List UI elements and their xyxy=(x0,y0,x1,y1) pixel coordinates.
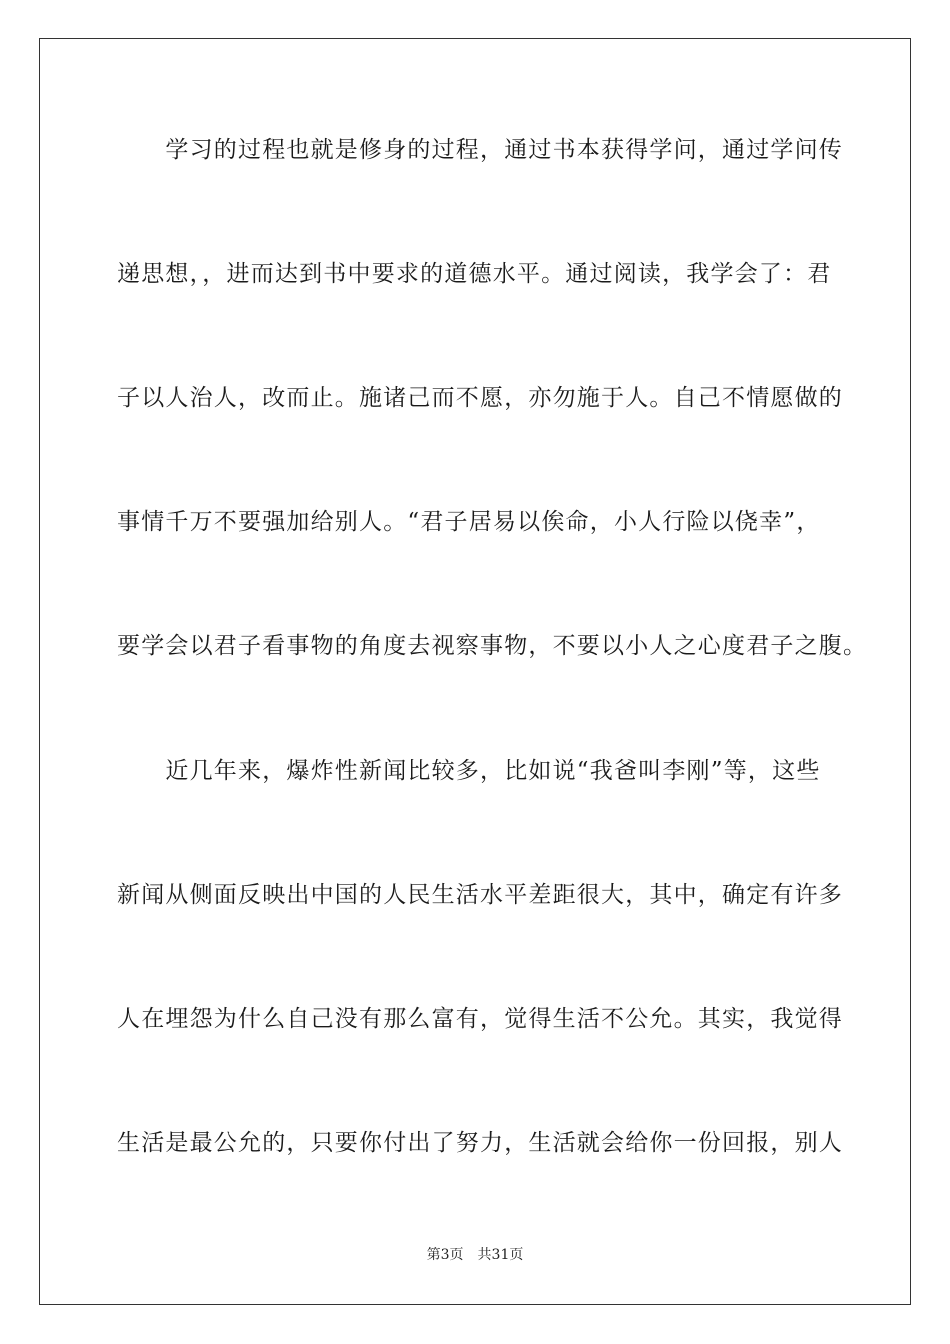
text-line-9: 生活是最公允的，只要你付出了努力，生活就会给你一份回报，别人 xyxy=(117,1130,843,1156)
text-line-1: 学习的过程也就是修身的过程，通过书本获得学问，通过学问传 xyxy=(117,137,843,163)
page-border xyxy=(39,38,911,1305)
page-number-footer: 第3页 共31页 xyxy=(426,1247,524,1263)
text-line-6: 近几年来，爆炸性新闻比较多，比如说“我爸叫李刚”等，这些 xyxy=(117,758,821,784)
text-line-4: 事情千万不要强加给别人。“君子居易以俟命，小人行险以侥幸”， xyxy=(117,509,821,535)
text-line-5: 要学会以君子看事物的角度去视察事物，不要以小人之心度君子之腹。 xyxy=(117,633,868,659)
text-line-3: 子以人治人，改而止。施诸己而不愿，亦勿施于人。自己不情愿做的 xyxy=(117,385,843,411)
text-line-2: 递思想，，进而达到书中要求的道德水平。通过阅读，我学会了：君 xyxy=(117,261,832,287)
text-line-8: 人在埋怨为什么自己没有那么富有，觉得生活不公允。其实，我觉得 xyxy=(117,1006,843,1032)
text-line-7: 新闻从侧面反映出中国的人民生活水平差距很大，其中，确定有许多 xyxy=(117,882,843,908)
